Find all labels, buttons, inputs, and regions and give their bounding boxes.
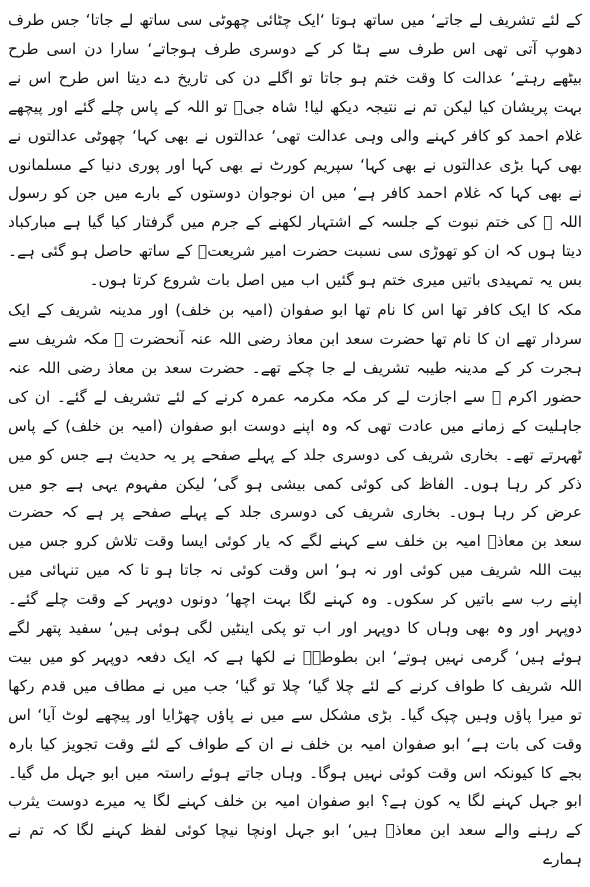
paragraph-2: مکہ کا ایک کافر تھا اس کا نام تھا ابو صفوان (امیہ بن خلف) اور مدینہ شریف کے ایک سردار تھے ان کا نام تھا حضرت سعد ابن معاذ رضی اللہ عنہ آنحضرت ﷺ مکہ شریف سے ہجرت کر کے مدینہ طیبہ تشریف لے جا چکے تھے۔ حضرت سعد بن معاذ رضی اللہ عنہ حضور اکرم ﷺ سے اجازت لے کر مکہ مکرمہ عمرہ کرنے کے لئے تشریف لے گئے۔ ان کی جاہلیت کے زمانے میں عادت تھی کہ وہ اپنے دوست ابو صفوان (امیہ بن خلف) کے پاس ٹھہرتے تھے۔ بخاری شریف کی دوسری جلد کے پہلے صفحے پر یہ حدیث ہے جس کو میں ذکر کر رہا ہوں۔ الفاظ کی کوئی کمی بیشی ہو گی‘ لیکن مفہوم یہی ہے جو میں عرض کر رہا ہوں۔ بخاری شریف کی دوسری جلد کے پہلے صفحے پر ہے کہ حضرت سعد بن معاذؓ امیہ بن خلف سے کہنے لگے کہ یار کوئی ایسا وقت تلاش کرو جس میں بیت اللہ شریف میں کوئی اور نہ ہو‘ اس وقت کوئی نہ جاتا ہو تا کہ میں تنہائی میں اپنے رب سے باتیں کر سکوں۔ وہ کہنے لگا بہت اچھا‘ دونوں دوپہر کے وقت چلے گئے۔ دوپہر اور وہ بھی وہاں کا دوپہر اور اب تو پکی اینٹیں لگی ہوئی ہیں‘ سفید پتھر لگے ہوئے ہیں‘ گرمی نہیں ہوتے‘ ابن بطوطہؒ نے لکھا ہے کہ ایک دفعہ دوپہر کو میں بیت اللہ شریف کا طواف کرنے کے لئے چلا گیا‘ چلا تو گیا‘ جب میں نے مطاف میں قدم رکھا تو میرا پاؤں وہیں چپک گیا۔ بڑی مشکل سے میں نے پاؤں چھڑایا اور پیچھے لوٹ آیا‘ اس وقت کی بات ہے‘ ابو صفوان امیہ بن خلف نے ان کے طواف کے لئے وقت تجویز کیا بارہ بجے کا کیونکہ اس وقت کوئی نہیں ہوگا۔ وہاں جاتے ہوئے راستہ میں ابو جہل مل گیا۔ ابو جہل کہنے لگا یہ کون ہے؟ ابو صفوان امیہ بن خلف کہنے لگا یہ میرے دوست یثرب کے رہنے والے سعد ابن معاذؓ ہیں‘ ابو جہل اونچا نیچا کوئی لفظ کہنے لگا کہ تم نے ہمارے: [8, 301, 582, 869]
paragraph-1: کے لئے تشریف لے جاتے‘ میں ساتھ ہوتا ‘ایک چٹائی چھوٹی سی ساتھ لے جاتا‘ جس طرف دھوپ آتی تھی اس طرف سے ہٹا کر کے دوسری طرف ہوجاتے‘ سارا دن اسی طرح بیٹھے رہتے‘ عدالت کا وقت ختم ہو جاتا تو اگلے دن کی تاریخ دے دیتا اس طرح اس نے بہت پریشان کیا لیکن تم نے نتیجہ دیکھ لیا! شاہ جیؒ تو اللہ کے پاس چلے گئے اور پیچھے غلام احمد کو کافر کہنے والی وہی عدالت تھی‘ عدالتوں نے بھی کہا‘ چھوٹی عدالتوں نے بھی کہا بڑی عدالتوں نے بھی کہا‘ سپریم کورٹ نے بھی کہا اور پوری دنیا کے مسلمانوں نے بھی کہا کہ غلام احمد کافر ہے‘ میں ان نوجوان دوستوں کے بارے میں جن کو رسول اللہ ﷺ کی ختم نبوت کے جلسہ کے اشتہار لکھنے کے جرم میں گرفتار کیا گیا ہے مبارکباد دیتا ہوں کہ ان کو تھوڑی سی نسبت حضرت امیر شریعتؒ کے ساتھ حاصل ہو گئی ہے۔ بس یہ تمہیدی باتیں میری ختم ہو گئیں اب میں اصل بات شروع کرتا ہوں۔: [8, 11, 582, 290]
